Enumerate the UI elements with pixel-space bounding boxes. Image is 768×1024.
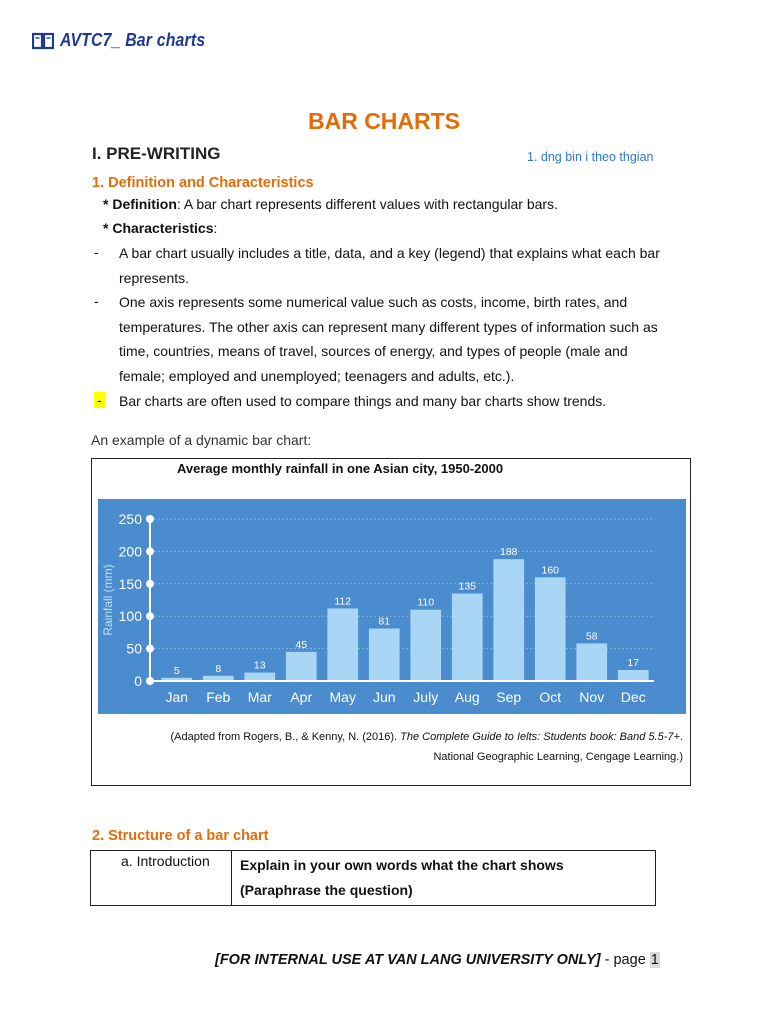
chart-source-line-2: National Geographic Learning, Cengage Learning.) [433,751,683,763]
x-tick-label: Sep [496,689,522,705]
characteristics-colon: : [213,220,218,236]
header-title: AVTC7_ Bar charts [60,30,206,50]
section-heading: I. PRE-WRITING [92,144,221,163]
characteristics-line [103,216,217,241]
x-tick-label: Aug [454,689,480,705]
bar-value-label: 112 [334,595,352,608]
y-tick-label: 100 [118,608,142,625]
bar-value-label: 135 [458,580,477,593]
y-tick-marker [146,580,154,588]
bar [327,608,358,681]
bar [618,670,649,681]
definition-line [103,192,558,217]
document-header [32,30,225,51]
definition-label: * Definition [103,196,177,212]
structure-heading: 2. Structure of a bar chart [92,828,269,844]
bar [286,652,317,681]
chart-panel [98,499,686,714]
table-row [91,851,656,906]
x-tick-label: Apr [290,689,313,705]
characteristics-label: * Characteristics [103,220,214,236]
definition-heading: 1. Definition and Characteristics [92,175,314,191]
y-tick-label: 250 [118,511,142,527]
bar-value-label: 160 [541,564,560,577]
definition-text: : A bar chart represents different values with rectangular bars. [176,196,558,212]
y-tick-label: 50 [126,640,142,657]
bullet-marker-highlighted: - [94,392,105,408]
y-tick-marker [146,645,154,653]
bullet-marker: - [94,244,99,260]
y-tick-marker [146,515,154,523]
example-lead: An example of a dynamic bar chart: [91,432,312,448]
page-footer [215,952,660,968]
bar-value-label: 45 [295,638,308,651]
x-tick-label: Feb [206,689,231,705]
y-tick-label: 150 [118,575,142,592]
x-tick-label: Jan [165,689,189,705]
bar [244,673,275,681]
x-tick-label: Jun [372,689,396,705]
y-tick-marker [146,547,154,555]
y-tick-label: 0 [134,673,142,689]
x-tick-label: Nov [579,689,605,705]
document-title: BAR CHARTS [307,108,461,134]
y-tick-label: 200 [118,543,142,560]
x-tick-label: Mar [247,689,272,705]
bar-value-label: 81 [378,615,391,628]
bar-value-label: 188 [499,546,518,559]
bar [535,577,566,681]
x-tick-label: Oct [539,689,562,705]
caption-book-title: The Complete Guide to Ielts: Students book: Band 5.5-7+ [400,731,680,743]
bar-value-label: 13 [253,659,266,672]
bar [452,594,483,681]
table-cell-content [232,851,656,906]
table-cell-label: a. Introduction [91,851,232,906]
bar [576,643,607,681]
caption-suffix: . [679,731,683,743]
bar-value-label: 8 [215,662,222,675]
content-line: Explain in your own words what the chart shows [240,857,564,873]
bar [493,559,524,681]
bullet-item: One axis represents some numerical value such as costs, income, birth rates, and temperatures. The other axis can represent many different types of information such as time, countries, means of travel, sources of energy, and types of people (male and female; employed and unemployed; teenagers and adults, etc.). [119,294,658,384]
footer-page-label: - page [600,952,650,968]
caption-prefix: (Adapted from Rogers, B., & Kenny, N. (2016). [170,731,401,743]
y-tick-marker [146,612,154,620]
bar-value-label: 58 [585,630,598,643]
chart-frame [91,458,691,786]
bar [410,610,441,681]
structure-table [90,850,656,906]
side-note: 1. dng bin i theo thgian [527,150,654,164]
bar-value-label: 110 [417,596,435,609]
content-line: (Paraphrase the question) [240,882,413,898]
bullet-item: Bar charts are often used to compare things and many bar charts show trends. [119,393,607,409]
bar-chart [98,499,686,714]
y-axis-label: Rainfall (mm) [101,564,115,636]
bar-value-label: 5 [173,664,180,677]
footer-notice: [FOR INTERNAL USE AT VAN LANG UNIVERSITY ONLY] [215,952,601,968]
x-tick-label: Dec [620,689,646,705]
page-number: 1 [650,952,659,968]
chart-title: Average monthly rainfall in one Asian city, 1950-2000 [177,461,504,476]
bullet-marker: - [94,293,99,309]
book-icon [32,32,54,50]
x-tick-label: May [329,689,356,705]
x-tick-label: July [413,689,439,705]
chart-source-line-1 [170,731,683,743]
bar [369,629,400,681]
bar-value-label: 17 [627,656,640,669]
bullet-item: A bar chart usually includes a title, data, and a key (legend) that explains what each bar represents. [119,245,660,286]
